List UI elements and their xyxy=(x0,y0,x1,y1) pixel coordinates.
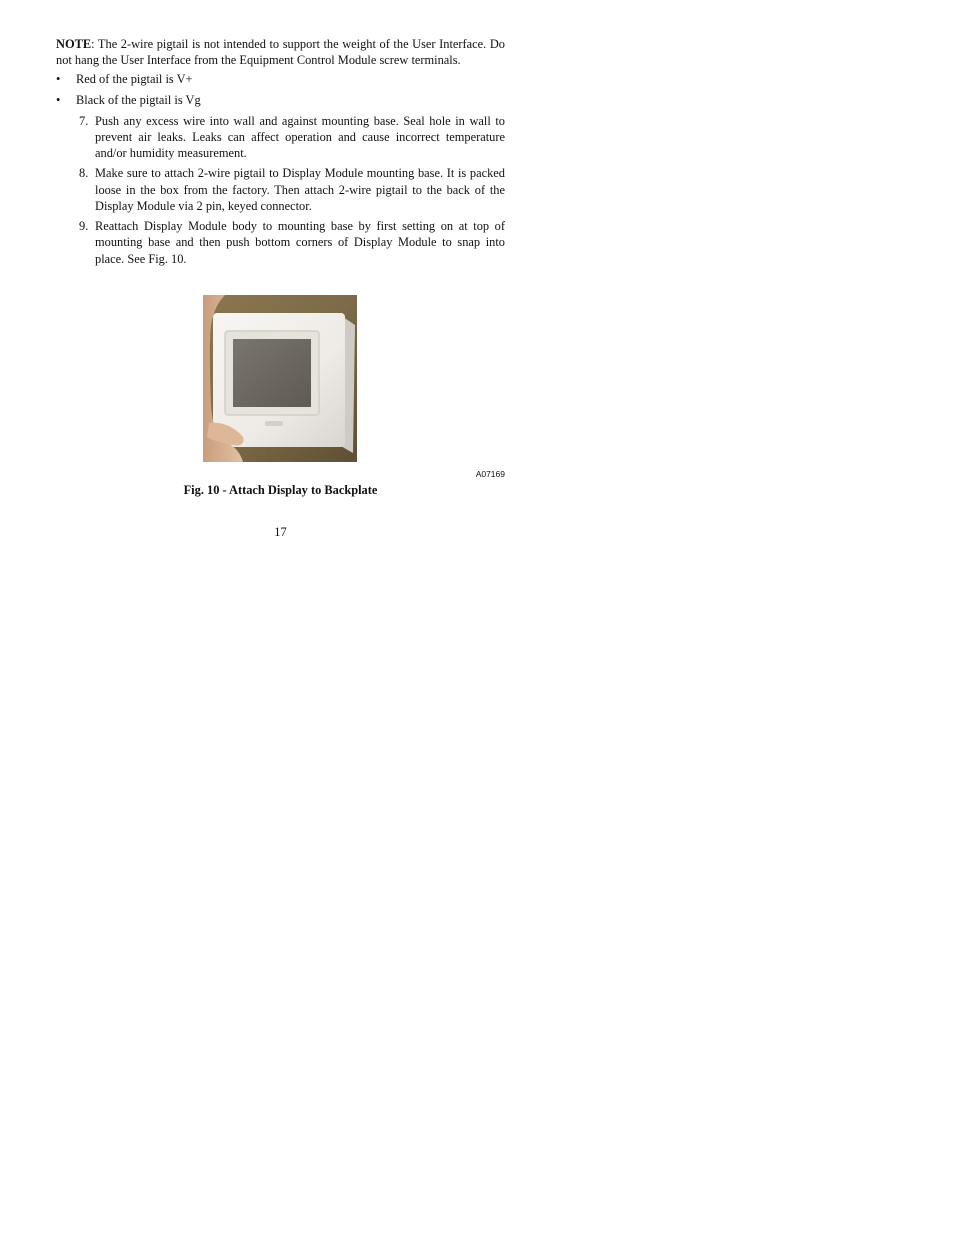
pigtail-wire-list xyxy=(56,71,505,108)
figure-caption: Fig. 10 - Attach Display to Backplate xyxy=(183,483,378,497)
bullet-text: Red of the pigtail is V+ xyxy=(76,71,193,86)
step-number: 7. xyxy=(79,113,89,128)
step-text: Make sure to attach 2-wire pigtail to Display Module mounting base. It is packed loose in the box from the factory. Then attach 2-wire pigtail to the back of the Display Module via 2 pin, keyed connector. xyxy=(95,166,505,214)
installation-steps xyxy=(56,113,505,268)
bullet-icon: • xyxy=(56,71,61,86)
note-label: NOTE xyxy=(56,37,92,51)
figure-code: A07169 xyxy=(475,469,505,479)
bullet-text: Black of the pigtail is Vg xyxy=(76,92,201,107)
step-item xyxy=(56,165,505,214)
step-item xyxy=(56,113,505,162)
note-paragraph xyxy=(56,36,505,69)
step-number: 9. xyxy=(79,219,89,234)
brand-label xyxy=(265,421,283,426)
figure-photo xyxy=(203,295,357,462)
page-number: 17 xyxy=(274,525,287,539)
device-screen xyxy=(233,339,311,407)
step-item xyxy=(56,218,505,267)
list-item xyxy=(56,71,505,87)
list-item xyxy=(56,92,505,108)
bullet-icon: • xyxy=(56,92,61,107)
step-text: Push any excess wire into wall and against mounting base. Seal hole in wall to prevent air leaks. Leaks can affect operation and cause incorrect temperature and/or humidity measurement. xyxy=(95,113,505,161)
note-text: : The 2-wire pigtail is not intended to support the weight of the User Interface. Do not hang the User Interface from the Equipment Control Module screw terminals. xyxy=(56,37,505,68)
step-number: 8. xyxy=(79,166,89,181)
step-text: Reattach Display Module body to mounting base by first setting on at top of mounting base and then push bottom corners of Display Module to snap into place. See Fig. 10. xyxy=(95,219,505,266)
text-column xyxy=(56,36,505,271)
